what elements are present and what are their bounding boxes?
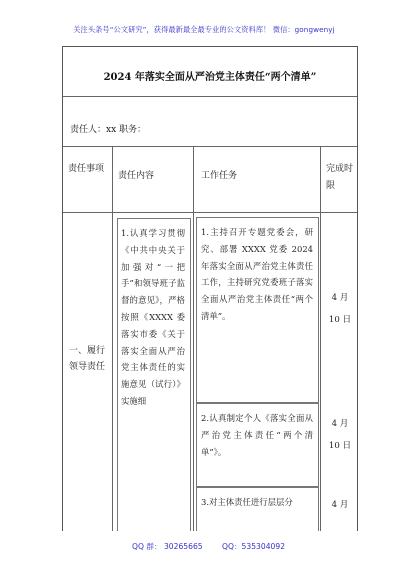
column-divider [320,146,321,531]
row-divider [63,96,357,97]
column-header-task: 工作任务 [201,171,238,181]
deadline-text: 4 月 10 日 [328,419,352,451]
responsible-person: 责任人：xx 职务： [70,125,147,135]
column-divider [112,146,113,531]
footer [0,541,408,555]
column-header-content: 责任内容 [118,171,155,181]
deadline-text: 4 月 [331,500,349,510]
responsibility-table [62,46,358,531]
deadline-text: 4 月 10 日 [328,293,352,325]
footer-qq: QQ：535304092 [222,542,286,551]
content-text: 1.认真学习贯彻《中共中央关于加强对“一把手”和领导班子监督的意见》，严格按照《XXXX 委落实市委《关于落实全面从严治党主体责任的实施意见（试行）》实施细 [121,228,185,406]
header-note: 关注头条号“公文研究”，获得最新最全最专业的公文资料库！ 微信：gongwenyj [73,25,335,34]
row-divider [63,146,357,147]
column-header-matter: 责任事项 [68,164,105,174]
task-text: 2.认真制定个人《落实全面从严治党主体责任“两个清单”》。 [201,413,313,457]
matter-cell: 一、履行领导责任 [69,346,106,372]
row-divider [63,212,357,213]
page-title: 2024 年落实全面从严治党主体责任“两个清单” [103,72,317,83]
footer-qq-group: QQ 群： 30265665 [132,542,203,551]
task-text: 1.主持召开专题党委会，研究、部署 XXXX 党委 2024 年落实全面从严治党主体责任工作，主持研究党委班子落实全面从严治党主体责任“两个清单”。 [201,227,313,321]
column-header-deadline: 完成时限 [326,164,354,191]
task-text: 3.对主体责任进行层层分 [201,497,293,507]
column-divider [193,146,194,531]
